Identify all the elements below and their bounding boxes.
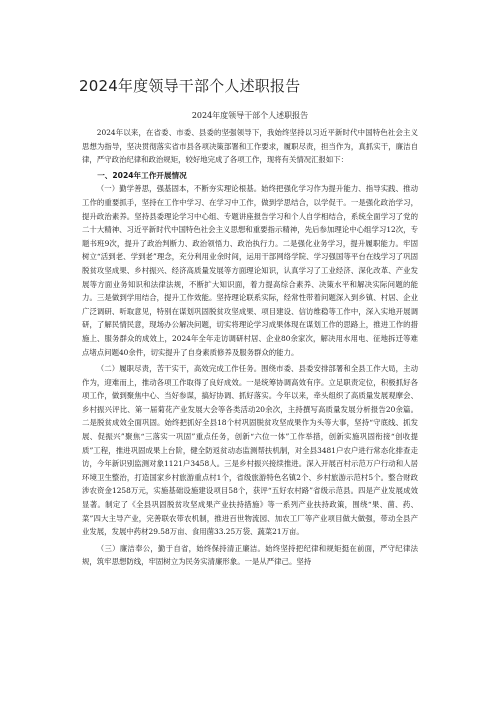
document-title: 2024年度领导干部个人述职报告 [79,77,301,95]
document-subtitle: 2024年度领导干部个人述职报告 [191,111,309,120]
paragraph-2: （二）履职尽责，苦干实干，高效完成工作任务。围绕市委、县委安排部署和全县工作大局，主动作为，迎难而上，推动各项工作取得了良好成效。一是统筹协调高效有序。立足职责定位，积极抓好各项工作，做到聚焦中心、当好参谋，搞好协调、抓好落实。今年以来，牵头组织了高质量发展观摩会、乡村振兴评比、第一届菊花产业发展大会等各类活动20余次，主持撰写高质量发展分析报告20余篇。二是脱贫成效全面巩固。始终把抓好全县18个村巩固脱贫攻坚成果作为头等大事，坚持“守底线、抓发展、促振兴”聚焦“三落实一巩固”重点任务，创新“六位一体”工作举措，创新实施巩固衔接“创收提质”工程，推进巩固成果上台阶，健全防返贫动态监测帮扶机制，对全县3481户农户进行常态化排查走访，今年新识别监测对象1121户3458人。三是乡村振兴接续推进。深入开展百村示范万户行动和人居环境卫生整治，打造国家乡村旅游重点村1个，省级旅游特色名镇2个、乡村旅游示范村5个。整合财政涉农资金1258万元，实施基础设施建设项目58个，获评“五好农村路”省级示范县。四是产业发展成效显著。制定了《全县巩固脱贫攻坚成果产业扶持措施》等一系列产业扶持政策，围绕“果、菌、药、菜”四大主导产业，完善联农带农机制，推进百世物流园、加农工厂等产业项目做大做强，带动全县产业发展，发展中药材29.58万亩、食用菌33.25万袋、蔬菜21万亩。 [82,364,418,537]
paragraph-1: （一）勤学善思，强基固本，不断夯实理论根基。始终把强化学习作为提升能力、指导实践、推动工作的重要抓手，坚持在工作中学习、在学习中工作，做到学思结合，以学促干。一是强化政治学习，提升政治素养。坚持县委理论学习中心组、专题讲座报告学习和个人自学相结合，系统全面学习了党的二十大精神、习近平新时代中国特色社会主义思想和重要指示精神，先后参加理论中心组学习12次，专题书班9次，提升了政治判断力、政治领悟力、政治执行力。二是强化业务学习，提升履职能力。牢固树立“活到老、学到老”理念，充分利用业余时间，运用干部网络学院、学习强国等平台在线学习了巩固脱贫攻坚成果、乡村振兴、经济高质量发展等方面理论知识，认真学习了工业经济、深化改革、产业发展等方面业务知识和法律法规，不断扩大知识面，着力提高综合素养、决策水平和解决实际问题的能力。三是做到学用结合，提升工作效能。坚持理论联系实际，经常性带着问题深入到乡镇、村居、企业广泛调研、听取意见，特别在谋划巩固脱贫攻坚成果、项目建设、信访维稳等工作中，深入实地开展调研，了解民情民意，现场办公解决问题，切实将理论学习成果体现在谋划工作的思路上，推进工作的措施上、服务群众的成效上，2024年全年走访调研村居、企业80余家次，解决用水用电、征地拆迁等难点堵点问题40余件，切实提升了自身素质修养及服务群众的能力。 [82,184,418,357]
paragraph-3: （三）廉洁奉公，勤于自省，始终保持清正廉洁。始终坚持把纪律和规矩挺在前面，严守纪律法规，筑牢思想防线，牢固树立为民务实清廉形象。一是从严律己。坚持 [82,543,418,567]
document-body [82,126,418,569]
section-heading: 一、2024年工作开展情况 [97,170,187,180]
intro-paragraph: 2024年以来，在省委、市委、县委的坚强领导下，我始终坚持以习近平新时代中国特色社会主义思想为指导，坚决贯彻落实省市县各项决策部署和工作要求，履职尽责，担当作为，真抓实干，廉洁自律，严守政治纪律和政治规矩，较好地完成了各项工作，现将有关情况汇报如下： [82,128,418,165]
